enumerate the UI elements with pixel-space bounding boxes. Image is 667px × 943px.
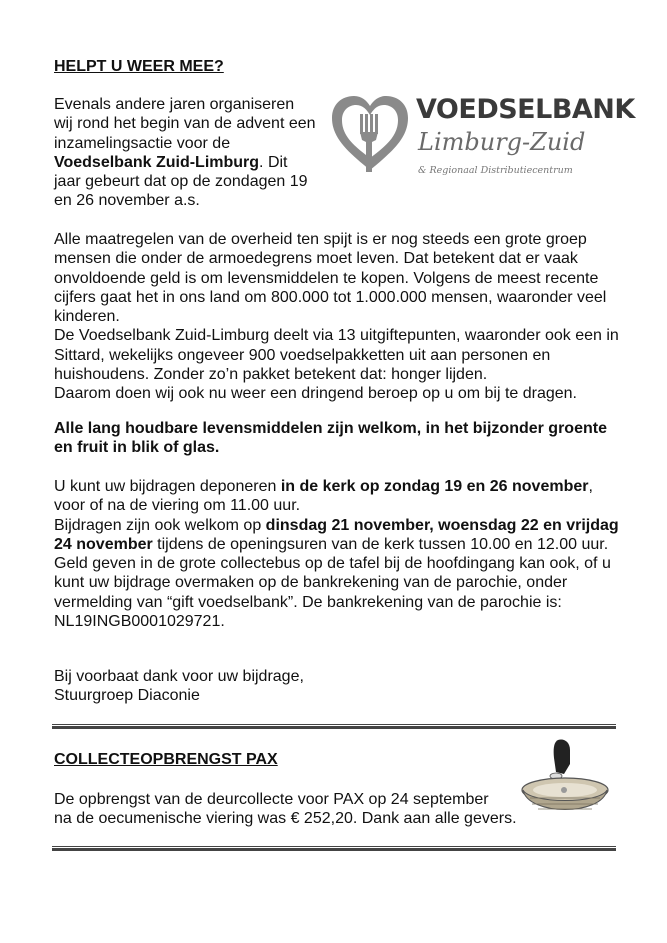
intro-paragraph [54,95,316,211]
intro-text-b: . Dit jaar gebeurt dat op de zondagen 19 en 26 november a.s. [54,153,308,210]
intro-text-a: Evenals andere jaren organiseren wij rond het begin van de advent een inzamelingsactie voor de [54,96,316,152]
deponeren-text-a: U kunt uw bijdragen deponeren [54,478,281,495]
signature-line: Stuurgroep Diaconie [54,687,200,705]
pax-line1: De opbrengst van de deurcollecte voor PAX op 24 september [54,791,489,808]
openingsuren-text-a: Bijdragen zijn ook welkom op [54,516,266,534]
paragraph-openingsuren [54,516,619,555]
section-title-helpt: HELPT U WEER MEE? [54,58,224,75]
pax-line2: na de oecumenische viering was € 252,20. Dank aan alle gevers. [54,810,517,828]
paragraph-armoede: Alle maatregelen van de overheid ten spijt is er nog steeds een grote groep mensen die onder de armoedegrens moet leven. Dat betekent dat er vaak onvoldoende geld is om levensmiddelen te kopen. Volgens de meest recente cijfers gaat het in ons land om 800.000 tot 1.000.000 mensen, waaronder veel kinderen. [54,231,607,326]
collection-basket-icon [520,738,610,830]
voedselbank-logo [330,92,635,182]
heart-fork-icon [330,94,410,174]
logo-line1: VOEDSELBANK [416,94,635,125]
section-divider-top [52,724,616,729]
deponeren-text-b: , voor of na de viering om 11.00 uur. [54,478,593,515]
paragraph-beroep: Daarom doen wij ook nu weer een dringend beroep op u om bij te dragen. [54,385,577,403]
deposit-paragraphs [54,477,619,631]
paragraph-uitgifte: De Voedselbank Zuid-Limburg deelt via 13 uitgiftepunten, waaronder ook een in Sittard, wekelijks ongeveer 900 voedselpakketten uit aan personen en huishoudens. Zonder zo’n pakket betekent dat: honger lijden. [54,327,619,384]
body-paragraphs [54,230,619,404]
logo-line2: Limburg-Zuid [418,128,586,156]
section-divider-bottom [52,846,616,851]
deponeren-text-bold: in de kerk op zondag 19 en 26 november [280,478,589,495]
openingsuren-text-b: tijdens de openingsuren van de kerk tussen 10.00 en 12.00 uur. [152,535,609,553]
paragraph-deponeren [54,477,619,516]
intro-text-bold: Voedselbank Zuid-Limburg [54,153,260,171]
pax-paragraph [54,790,554,829]
signature-block [54,667,304,706]
logo-line3: & Regionaal Distributiecentrum [418,165,573,176]
thanks-line: Bij voorbaat dank voor uw bijdrage, [54,668,304,685]
openingsuren-text-bold: dinsdag 21 november, woensdag 22 en vrijdag 24 november [54,516,619,553]
section-title-collecte: COLLECTEOPBRENGST PAX [54,751,278,768]
paragraph-geld: Geld geven in de grote collectebus op de tafel bij de hoofdingang kan ook, of u kunt uw bijdrage overmaken op de bankrekening van de parochie, onder vermelding van “gift voedselbank”. De bankrekening van de parochie is: NL19INGB0001029721. [54,555,611,631]
paragraph-levensmiddelen: Alle lang houdbare levensmiddelen zijn welkom, in het bijzonder groente en fruit in blik of glas. [54,420,607,457]
